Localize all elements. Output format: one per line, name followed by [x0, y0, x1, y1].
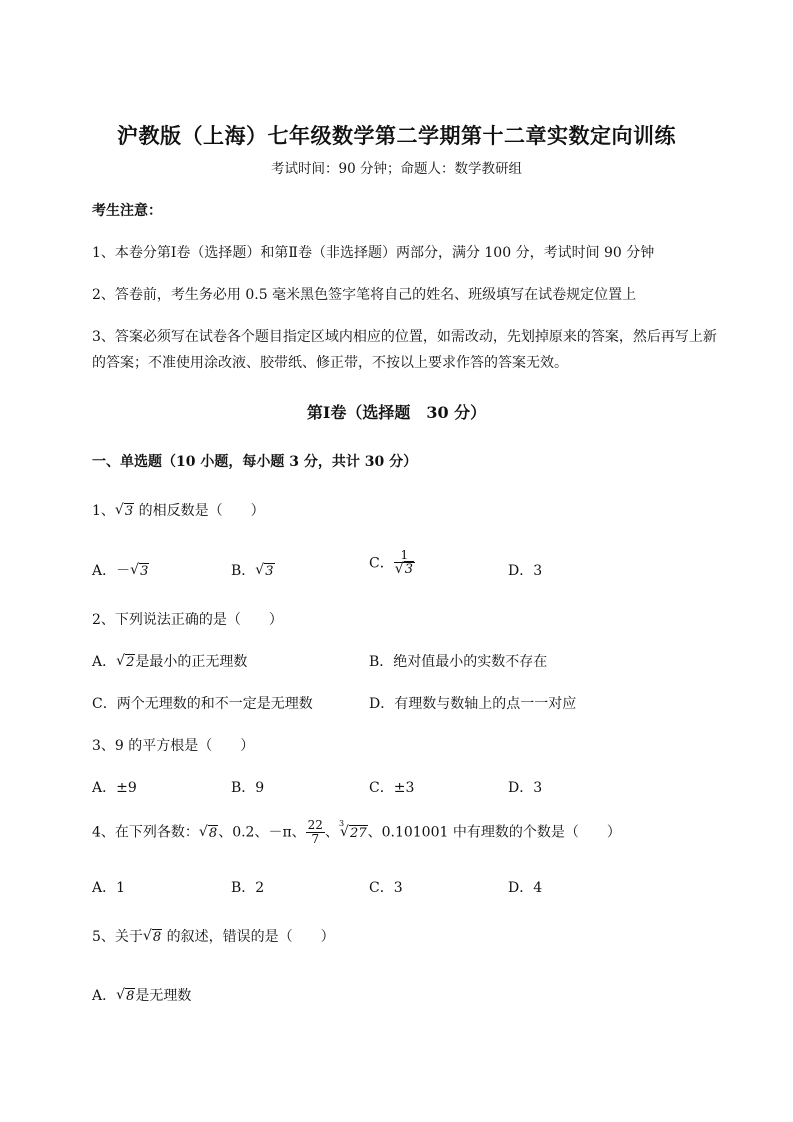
exam-info: 考试时间：90 分钟；命题人：数学教研组 — [271, 161, 522, 177]
q4-option-a[interactable]: A．1 — [92, 880, 126, 896]
q3-option-b[interactable]: B．9 — [231, 780, 265, 796]
page-title: 沪教版（上海）七年级数学第二学期第十二章实数定向训练 — [117, 123, 676, 148]
part-title: 一、单选题（10 小题，每小题 3 分，共计 30 分） — [92, 454, 418, 470]
section-title: 第Ⅰ卷（选择题 30 分） — [306, 403, 487, 422]
q2-option-d[interactable]: D．有理数与数轴上的点一一对应 — [369, 696, 577, 712]
fraction: $\frac{22}{7}$ — [307, 818, 323, 847]
q4-option-b[interactable]: B．2 — [231, 880, 265, 896]
sqrt-expression: √ 3 — [395, 563, 414, 577]
q3-option-a[interactable]: A．±9 — [92, 780, 137, 796]
q1-option-c[interactable]: C． 1 √ 3 — [369, 549, 415, 577]
question-1 — [92, 500, 265, 520]
question-5: 5、关于√ 8 的叙述，错误的是（ ） — [92, 926, 335, 946]
notice-heading: 考生注意： — [92, 203, 162, 219]
notice-item-3-cont: 的答案；不准使用涂改液、胶带纸、修正带，不按以上要求作答的答案无效。 — [92, 355, 568, 371]
sqrt-expression: √ 2 — [116, 654, 135, 670]
q2-option-a[interactable]: A．√ 2是最小的正无理数 — [92, 651, 247, 671]
question-3: 3、9 的平方根是（ ） — [92, 738, 255, 754]
sqrt-expression: √ 8 — [199, 825, 218, 841]
notice-item-2: 2、答卷前，考生务必用 0.5 毫米黑色签字笔将自己的姓名、班级填写在试卷规定位置上 — [92, 287, 637, 303]
question-4: 4、在下列各数：√ 8、0.2、－π、 $\frac{22}{7}$ 、$^3$√ 27、0.101001 中有理数的个数是（ ） — [92, 819, 621, 846]
fraction: 1 √ 3 — [394, 549, 415, 577]
q2-option-b[interactable]: B．绝对值最小的实数不存在 — [369, 654, 548, 670]
sqrt-expression: √ 8 — [116, 988, 135, 1004]
q4-option-d[interactable]: D．4 — [508, 880, 543, 896]
q1-option-a[interactable]: A．－√ 3 — [92, 560, 149, 580]
q1-option-b[interactable]: B．√ 3 — [231, 560, 275, 580]
q5-option-a[interactable]: A．√ 8是无理数 — [92, 985, 191, 1005]
q3-option-c[interactable]: C．±3 — [369, 780, 415, 796]
q1-prefix: 1、 — [92, 503, 115, 519]
q1-suffix: 的相反数是（ ） — [138, 503, 265, 519]
sqrt-expression: √ 3 — [115, 503, 134, 519]
q3-option-d[interactable]: D．3 — [508, 780, 543, 796]
cube-root-expression: √ 27 — [340, 825, 368, 841]
sqrt-expression: √ 8 — [143, 929, 162, 945]
cube-root-index: 3 — [338, 819, 345, 828]
sqrt-expression: √ 3 — [130, 563, 149, 579]
notice-item-3: 3、答案必须写在试卷各个题目指定区域内相应的位置，如需改动，先划掉原来的答案，然后再写上新 — [92, 329, 717, 345]
notice-item-1: 1、本卷分第Ⅰ卷（选择题）和第Ⅱ卷（非选择题）两部分，满分 100 分，考试时间 90 分钟 — [92, 245, 655, 261]
question-2: 2、下列说法正确的是（ ） — [92, 612, 283, 628]
q2-option-c[interactable]: C．两个无理数的和不一定是无理数 — [92, 696, 313, 712]
sqrt-expression: √ 3 — [255, 563, 274, 579]
q1-option-d[interactable]: D．3 — [508, 563, 543, 579]
q4-option-c[interactable]: C．3 — [369, 880, 403, 896]
